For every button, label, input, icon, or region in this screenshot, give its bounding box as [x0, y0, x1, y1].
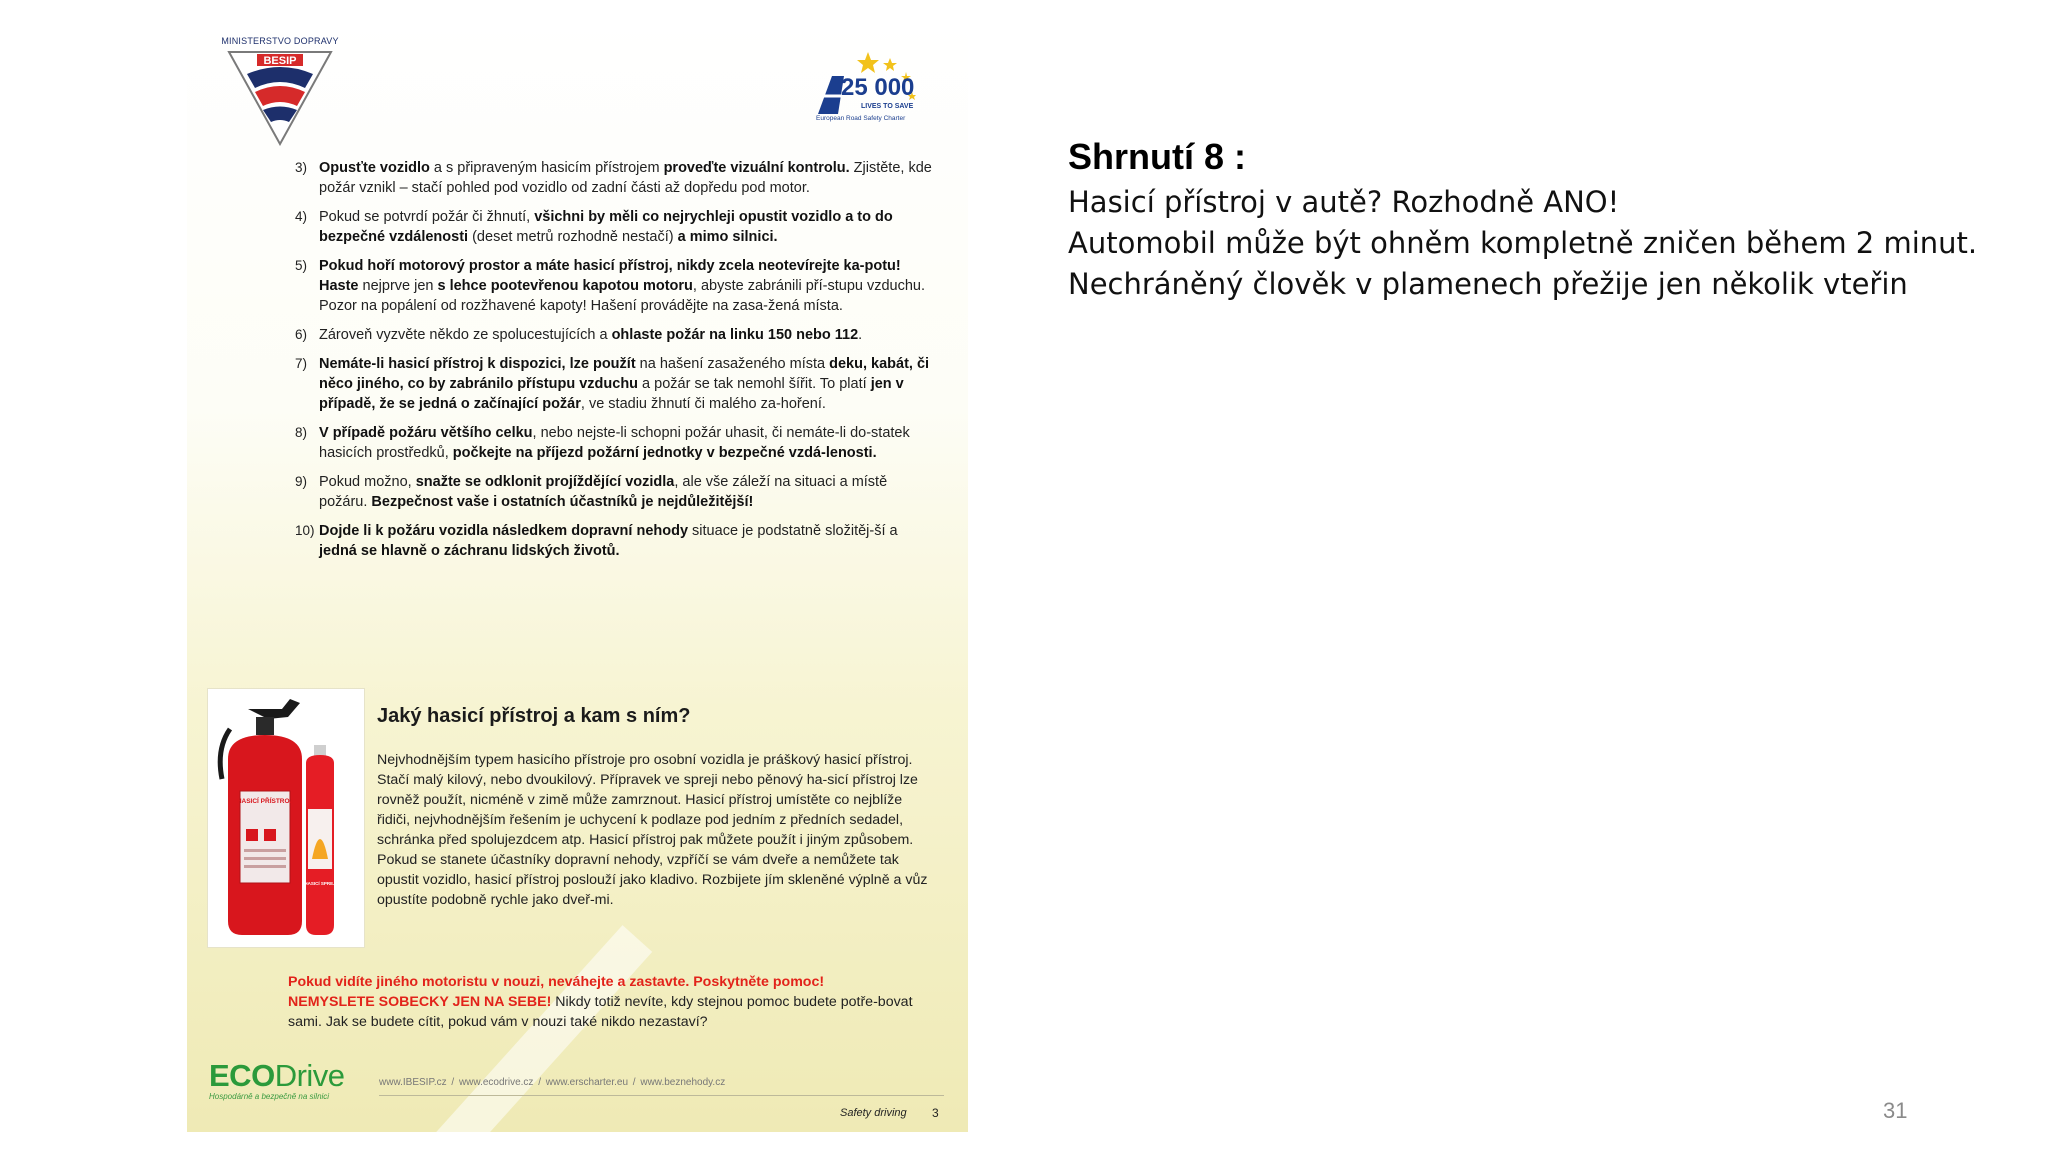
- rule-item: [295, 207, 935, 247]
- ecodrive-logo-rest: Drive: [274, 1058, 345, 1093]
- rule-number: 5): [295, 258, 308, 273]
- rule-number: 3): [295, 160, 308, 175]
- summary-line: Nechráněný člověk v plamenech přežije jen několik vteřin: [1068, 267, 1908, 301]
- rule-item: [295, 521, 935, 561]
- ecodrive-logo: [209, 1058, 345, 1101]
- summary-title: Shrnutí 8 :: [1068, 136, 1246, 177]
- charter-subtitle: LIVES TO SAVE: [861, 103, 914, 110]
- besip-logo: [221, 36, 339, 146]
- footer-links: www.IBESIP.cz / www.ecodrive.cz / www.erscharter.eu / www.beznehody.cz: [379, 1077, 726, 1088]
- ministry-label: MINISTERSTVO DOPRAVY: [221, 36, 339, 46]
- rule-number: 6): [295, 327, 308, 342]
- extinguisher-label-text: HASICÍ PŘÍSTROJ: [236, 798, 294, 805]
- rule-number: 7): [295, 356, 308, 371]
- rule-number: 4): [295, 209, 308, 224]
- footer-page-number: 3: [932, 1106, 939, 1120]
- rule-item: [295, 256, 935, 316]
- rule-text: Pokud se potvrdí požár či žhnutí, všichni by měli co nejrychleji opustit vozidlo a to do bezpečné vzdálenosti (deset metrů rozhodně nestačí) a mimo silnici.: [319, 209, 893, 245]
- rule-text: Nemáte-li hasicí přístroj k dispozici, lze použít na hašení zasaženého místa deku, kabát, či něco jiného, co by zabránilo přístupu vzduchu a požár se tak nemohl šířit. To platí jen v případě, že se jedná o začínající požár, ve stadiu žhnutí či malého za-hoření.: [319, 356, 930, 412]
- warning-red-caps: NEMYSLETE SOBECKY JEN NA SEBE!: [288, 994, 552, 1010]
- rule-text: Zároveň vyzvěte někdo ze spolucestujících a ohlaste požár na linku 150 nebo 112.: [319, 327, 863, 343]
- rule-number: 10): [295, 523, 315, 538]
- rule-text: Dojde li k požáru vozidla následkem dopravní nehody situace je podstatně složitěj-ší a jedná se hlavně o záchranu lidských životů.: [319, 523, 898, 559]
- charter-name: European Road Safety Charter: [816, 115, 906, 122]
- besip-brand-text: BESIP: [263, 55, 297, 67]
- warning-rest-text: Nikdy totiž nevíte, kdy stejnou pomoc budete potře-bovat sami. Jak se budete cítit, pokud vám v nouzi také nikdo nezastaví?: [288, 994, 913, 1030]
- warning-red-sentence: Pokud vidíte jiného motoristu v nouzi, neváhejte a zastavte. Poskytněte pomoc!: [288, 974, 825, 990]
- fire-extinguisher-photo: [207, 688, 365, 948]
- rule-item: [295, 325, 935, 345]
- rule-text: V případě požáru většího celku, nebo nejste-li schopni požár uhasit, či nemáte-li do-statek hasicích prostředků, počkejte na příjezd požární jednotky v bezpečné vzdá-lenosti.: [319, 425, 910, 461]
- charter-number: 25 000: [841, 74, 915, 101]
- ecodrive-tagline: Hospodárně a bezpečně na silnici: [209, 1092, 330, 1101]
- rule-item: [295, 423, 935, 463]
- spray-label-text: HASICÍ SPREJ: [304, 881, 336, 886]
- summary-line: Automobil může být ohněm kompletně zničen během 2 minut.: [1068, 226, 1978, 260]
- ecodrive-logo-bold: ECO: [209, 1058, 275, 1093]
- rule-text: Pokud možno, snažte se odklonit projíždějící vozidla, ale vše záleží na situaci a místě požáru. Bezpečnost vaše i ostatních účastníků je nejdůležitější!: [319, 474, 888, 510]
- slide-summary: [1068, 136, 1977, 305]
- rule-text: Pokud hoří motorový prostor a máte hasicí přístroj, nikdy zcela neotevírejte ka-potu! Haste nejprve jen s lehce pootevřenou kapotou motoru, abyste zabránili pří-stupu vzduchu. Pozor na popálení od rozžhavené kapoty! Hašení provádějte na zasa-žená místa.: [319, 258, 926, 314]
- extinguisher-section-title: Jaký hasicí přístroj a kam s ním?: [377, 705, 691, 727]
- rule-number: 8): [295, 425, 308, 440]
- fire-extinguisher-icon: [208, 689, 366, 949]
- road-safety-charter-logo: [798, 34, 938, 134]
- safety-rules-list: [295, 158, 935, 570]
- extinguisher-section-text: Nejvhodnějším typem hasicího přístroje pro osobní vozidla je práškový hasicí přístroj. Stačí malý kilový, nebo dvoukilový. Přípravek ve spreji nebo pěnový ha-sicí přístroj lze rovněž použít, nicméně v zimě může zamrznout. Hasicí přístroj umístěte co nejblíže řidiči, nejvhodnějším řešením je uchycení k podlaze pod jedním z předních sedadel, schránka před spolujezdcem atp. Hasicí přístroj pak můžete použít i jiným způsobem. Pokud se stanete účastníky dopravní nehody, vzpříčí se vám dveře a nemůžete tak opustit vozidlo, hasicí přístroj poslouží jako kladivo. Rozbijete jím skleněné výplně a vůz opustíte podobně rychle jako dveř-mi.: [377, 752, 928, 908]
- slide-number: 31: [1883, 1098, 1908, 1123]
- footer-label: Safety driving: [840, 1107, 907, 1119]
- rule-item: [295, 354, 935, 414]
- help-warning-paragraph: [288, 972, 928, 1032]
- rule-item: [295, 472, 935, 512]
- leaflet-page-image: [187, 20, 968, 1132]
- rule-item: [295, 158, 935, 198]
- footer-divider: [379, 1095, 944, 1096]
- besip-shield-icon: [225, 48, 335, 146]
- rule-text: Opusťte vozidlo a s připraveným hasicím přístrojem proveďte vizuální kontrolu. Zjistěte, kde požár vznikl – stačí pohled pod vozidlo od zadní části až dopředu pod motor.: [319, 160, 932, 196]
- rule-number: 9): [295, 474, 308, 489]
- summary-line: Hasicí přístroj v autě? Rozhodně ANO!: [1068, 185, 1620, 219]
